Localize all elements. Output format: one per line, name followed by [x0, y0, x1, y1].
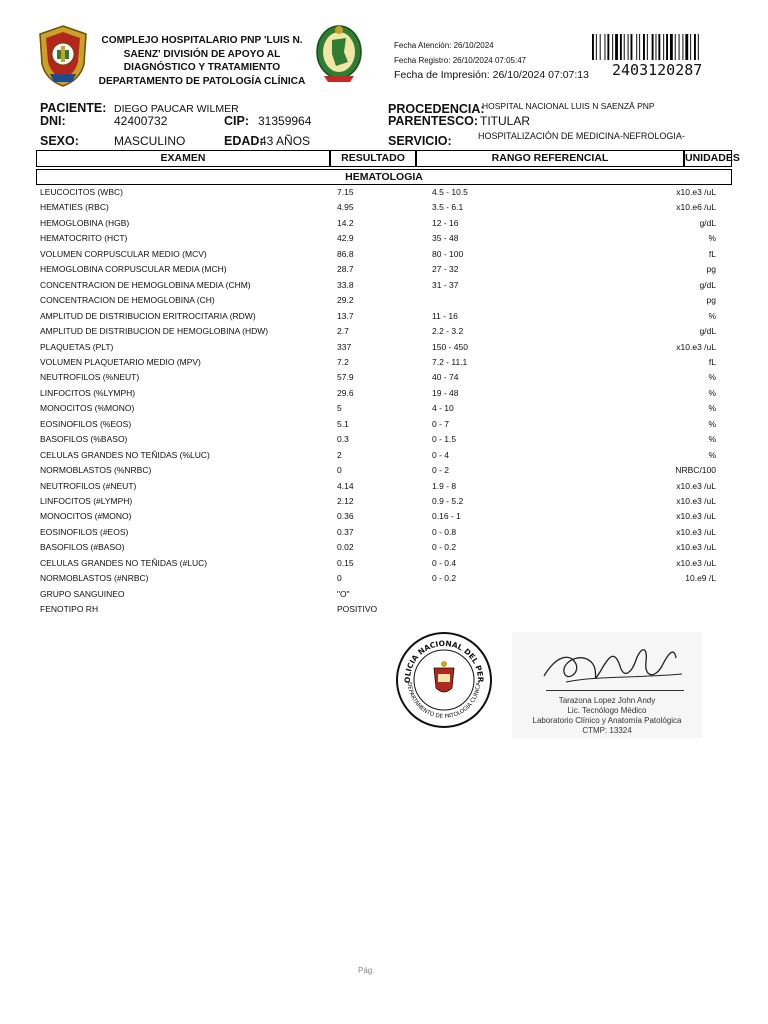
- section-hematologia: HEMATOLOGIA: [36, 169, 732, 185]
- cell-examen: GRUPO SANGUINEO: [40, 588, 125, 599]
- cell-unidades: x10.e3 /uL: [676, 557, 716, 568]
- table-row: [40, 401, 716, 416]
- cell-unidades: %: [708, 434, 716, 445]
- parentesco-value: TITULAR: [480, 114, 531, 128]
- handwritten-signature: [536, 636, 686, 694]
- cell-examen: BASOFILOS (#BASO): [40, 542, 125, 553]
- signer-ctmp: CTMP: 13324: [582, 726, 632, 735]
- cell-resultado: 0: [337, 465, 342, 476]
- cell-unidades: pg: [706, 264, 716, 275]
- cell-rango: 0.16 - 1: [432, 511, 461, 522]
- cell-unidades: NRBC/100: [675, 465, 716, 476]
- fecha-impresion: Fecha de Impresión: 26/10/2024 07:07:13: [394, 69, 589, 81]
- cell-unidades: x10.e3 /uL: [676, 542, 716, 553]
- cell-resultado: 0.3: [337, 434, 349, 445]
- cell-rango: 19 - 48: [432, 387, 459, 398]
- cell-unidades: %: [708, 449, 716, 460]
- cell-resultado: 42.9: [337, 233, 354, 244]
- institution-name: COMPLEJO HOSPITALARIO PNP 'LUIS N. SAENZ' DIVISIÓN DE APOYO AL DIAGNÓSTICO Y TRATAMIENTO DEPARTAMENTO DE PATOLOGÍA CLÍNICA: [98, 35, 306, 87]
- table-row: [40, 448, 716, 463]
- table-row: [40, 309, 716, 324]
- cell-examen: CONCENTRACION DE HEMOGLOBINA MEDIA (CHM): [40, 279, 251, 290]
- cell-resultado: 14.2: [337, 217, 354, 228]
- cell-rango: 31 - 37: [432, 279, 459, 290]
- procedencia-value: HOSPITAL NACIONAL LUIS N SAENZÂ PNP: [482, 101, 655, 111]
- edad-value: 43 AÑOS: [260, 134, 311, 148]
- cell-rango: 0 - 2: [432, 465, 450, 476]
- cell-examen: LINFOCITOS (%LYMPH): [40, 387, 136, 398]
- cell-rango: 2.2 - 3.2: [432, 326, 464, 337]
- cell-examen: CELULAS GRANDES NO TEÑIDAS (%LUC): [40, 449, 210, 460]
- cell-rango: 4.5 - 10.5: [432, 187, 468, 197]
- cell-examen: HEMOGLOBINA (HGB): [40, 217, 130, 228]
- cell-rango: 0 - 1.5: [432, 434, 457, 445]
- table-row: [40, 540, 716, 555]
- cell-rango: 0 - 0.4: [432, 557, 457, 568]
- cell-rango: 0 - 0.2: [432, 573, 457, 584]
- table-row: [40, 494, 716, 509]
- cell-examen: NORMOBLASTOS (#NRBC): [40, 573, 149, 584]
- table-row: [40, 355, 716, 370]
- cell-unidades: %: [708, 418, 716, 429]
- table-row: [40, 200, 716, 215]
- cell-examen: MONOCITOS (%MONO): [40, 403, 135, 414]
- table-row: [40, 602, 716, 617]
- cell-unidades: fL: [708, 356, 716, 367]
- cell-examen: VOLUMEN PLAQUETARIO MEDIO (MPV): [40, 356, 201, 367]
- cell-resultado: 4.95: [337, 202, 354, 213]
- cell-examen: NEUTROFILOS (#NEUT): [40, 480, 137, 491]
- table-row: [40, 509, 716, 524]
- cell-unidades: %: [708, 387, 716, 398]
- servicio-label: SERVICIO:: [388, 134, 452, 148]
- cell-unidades: x10.e3 /uL: [676, 187, 716, 197]
- table-row: [40, 432, 716, 447]
- header-rango: RANGO REFERENCIAL: [416, 150, 684, 167]
- cell-rango: 0.9 - 5.2: [432, 496, 464, 506]
- cell-examen: AMPLITUD DE DISTRIBUCION DE HEMOGLOBINA (HDW): [40, 326, 269, 337]
- table-row: [40, 386, 716, 401]
- cell-rango: 0 - 0.2: [432, 542, 457, 553]
- cell-unidades: g/dL: [699, 217, 716, 228]
- cell-rango: 150 - 450: [432, 341, 468, 352]
- cell-rango: 3.5 - 6.1: [432, 202, 464, 213]
- cell-resultado: 57.9: [337, 372, 354, 383]
- cell-resultado: 33.8: [337, 279, 354, 290]
- cell-resultado: 0: [337, 573, 342, 584]
- table-row: [40, 417, 716, 432]
- cell-resultado: 2: [337, 449, 342, 460]
- table-row: [40, 262, 716, 277]
- cell-unidades: 10.e9 /L: [685, 573, 716, 584]
- cell-resultado: 5: [337, 403, 342, 414]
- cell-unidades: pg: [706, 295, 716, 306]
- table-row: [40, 185, 716, 200]
- cell-unidades: g/dL: [699, 279, 716, 290]
- cell-examen: HEMATOCRITO (HCT): [40, 233, 128, 244]
- sexo-label: SEXO:: [40, 134, 79, 148]
- cell-rango: 0 - 4: [432, 449, 450, 460]
- cell-rango: 27 - 32: [432, 264, 459, 275]
- table-row: [40, 293, 716, 308]
- cell-examen: HEMATIES (RBC): [40, 202, 109, 213]
- paciente-value: DIEGO PAUCAR WILMER: [114, 103, 239, 115]
- paciente-label: PACIENTE:: [40, 101, 107, 115]
- sexo-value: MASCULINO: [114, 134, 186, 148]
- table-row: [40, 479, 716, 494]
- cell-resultado: 0.36: [337, 511, 354, 522]
- cell-unidades: %: [708, 233, 716, 244]
- table-row: [40, 247, 716, 262]
- cell-unidades: %: [708, 310, 716, 321]
- cell-unidades: %: [708, 372, 716, 383]
- pathology-dept-logo: [314, 22, 364, 86]
- seal-bottom-text: DEPARTAMENTO DE PATOLOGIA CLINICA: [405, 682, 483, 721]
- cell-examen: LEUCOCITOS (WBC): [40, 187, 123, 197]
- fecha-registro: Fecha Registro: 26/10/2024 07:05:47: [394, 56, 527, 65]
- signer-title: Lic. Tecnólogo Médico: [567, 706, 647, 715]
- page-mark: Pág.: [358, 966, 375, 975]
- servicio-value: HOSPITALIZACIÓN DE MEDICINA-NEFROLOGIA-: [478, 131, 685, 141]
- signer-dept: Laboratorio Clínico y Anatomía Patológica: [532, 716, 682, 725]
- cell-rango: 40 - 74: [432, 372, 459, 383]
- table-row: [40, 278, 716, 293]
- cell-unidades: fL: [708, 248, 716, 259]
- cell-unidades: x10.e3 /uL: [676, 496, 716, 506]
- cell-examen: BASOFILOS (%BASO): [40, 434, 128, 445]
- cell-rango: 4 - 10: [432, 403, 454, 414]
- cell-rango: 12 - 16: [432, 217, 459, 228]
- cell-resultado: 13.7: [337, 310, 354, 321]
- cell-examen: NEUTROFILOS (%NEUT): [40, 372, 140, 383]
- pnp-seal-stamp: [394, 630, 494, 730]
- dates-block: [394, 38, 589, 83]
- table-row: [40, 525, 716, 540]
- cip-label: CIP:: [224, 114, 249, 128]
- barcode-number: 2403120287: [612, 61, 703, 79]
- cell-examen: MONOCITOS (#MONO): [40, 511, 132, 522]
- table-row: [40, 216, 716, 231]
- cell-unidades: x10.e6 /uL: [676, 202, 716, 213]
- cell-examen: VOLUMEN CORPUSCULAR MEDIO (MCV): [40, 248, 207, 259]
- signature-line: [546, 690, 684, 691]
- table-row: [40, 587, 716, 602]
- cell-resultado: 0.15: [337, 557, 354, 568]
- header-resultado: RESULTADO: [330, 150, 416, 167]
- cell-examen: CONCENTRACION DE HEMOGLOBINA (CH): [40, 295, 215, 306]
- cell-examen: LINFOCITOS (#LYMPH): [40, 496, 133, 506]
- cell-resultado: 28.7: [337, 264, 354, 275]
- cell-examen: HEMOGLOBINA CORPUSCULAR MEDIA (MCH): [40, 264, 227, 275]
- cell-resultado: 2.7: [337, 326, 349, 337]
- cell-rango: 0 - 0.8: [432, 526, 457, 537]
- header-unidades: UNIDADES: [684, 150, 732, 167]
- cell-examen: CELULAS GRANDES NO TEÑIDAS (#LUC): [40, 557, 208, 568]
- cell-resultado: 337: [337, 341, 352, 352]
- table-header: [36, 150, 740, 167]
- cell-resultado: 7.15: [337, 187, 354, 197]
- cell-examen: NORMOBLASTOS (%NRBC): [40, 465, 152, 476]
- cell-rango: 80 - 100: [432, 248, 464, 259]
- cell-unidades: x10.e3 /uL: [676, 480, 716, 491]
- cell-rango: 0 - 7: [432, 418, 450, 429]
- table-row: [40, 556, 716, 571]
- cell-resultado: 29.6: [337, 387, 354, 398]
- barcode-bars: [592, 34, 732, 60]
- table-row: [40, 463, 716, 478]
- table-row: [40, 370, 716, 385]
- signer-name: Tarazona Lopez John Andy: [558, 696, 656, 705]
- pnp-hospital-logo: [36, 24, 90, 88]
- header-examen: EXAMEN: [36, 150, 330, 167]
- cell-resultado: 86.8: [337, 248, 354, 259]
- cell-unidades: x10.e3 /uL: [676, 526, 716, 537]
- cell-resultado: 2.12: [337, 496, 354, 506]
- cell-resultado: 5.1: [337, 418, 349, 429]
- cell-resultado: 0.37: [337, 526, 354, 537]
- cell-rango: 35 - 48: [432, 233, 459, 244]
- barcode: [592, 34, 732, 79]
- cell-unidades: x10.e3 /uL: [676, 511, 716, 522]
- cell-resultado: POSITIVO: [337, 604, 378, 615]
- cell-examen: PLAQUETAS (PLT): [40, 341, 114, 352]
- signature-block: [512, 632, 702, 738]
- cip-value: 31359964: [258, 114, 312, 128]
- cell-examen: FENOTIPO RH: [40, 604, 99, 615]
- cell-unidades: x10.e3 /uL: [676, 341, 716, 352]
- cell-rango: 1.9 - 8: [432, 480, 457, 491]
- edad-label: EDAD:: [224, 134, 264, 148]
- table-row: [40, 231, 716, 246]
- dni-value: 42400732: [114, 114, 168, 128]
- dni-label: DNI:: [40, 114, 66, 128]
- procedencia-label: PROCEDENCIA:: [388, 102, 485, 116]
- cell-unidades: %: [708, 403, 716, 414]
- cell-resultado: 0.02: [337, 542, 354, 553]
- parentesco-label: PARENTESCO:: [388, 114, 479, 128]
- cell-resultado: "O": [337, 588, 350, 599]
- fecha-atencion: Fecha Atención: 26/10/2024: [394, 41, 494, 50]
- cell-examen: EOSINOFILOS (%EOS): [40, 418, 132, 429]
- cell-resultado: 7.2: [337, 356, 349, 367]
- seal-top-text: OLICIA NACIONAL DEL PER: [402, 638, 486, 684]
- cell-resultado: 29.2: [337, 295, 354, 306]
- cell-unidades: g/dL: [699, 326, 716, 337]
- cell-rango: 11 - 16: [432, 310, 458, 321]
- cell-examen: EOSINOFILOS (#EOS): [40, 526, 129, 537]
- table-row: [40, 571, 716, 586]
- cell-examen: AMPLITUD DE DISTRIBUCION ERITROCITARIA (RDW): [40, 310, 256, 321]
- cell-resultado: 4.14: [337, 480, 354, 491]
- cell-rango: 7.2 - 11.1: [432, 356, 468, 367]
- table-row: [40, 324, 716, 339]
- table-row: [40, 340, 716, 355]
